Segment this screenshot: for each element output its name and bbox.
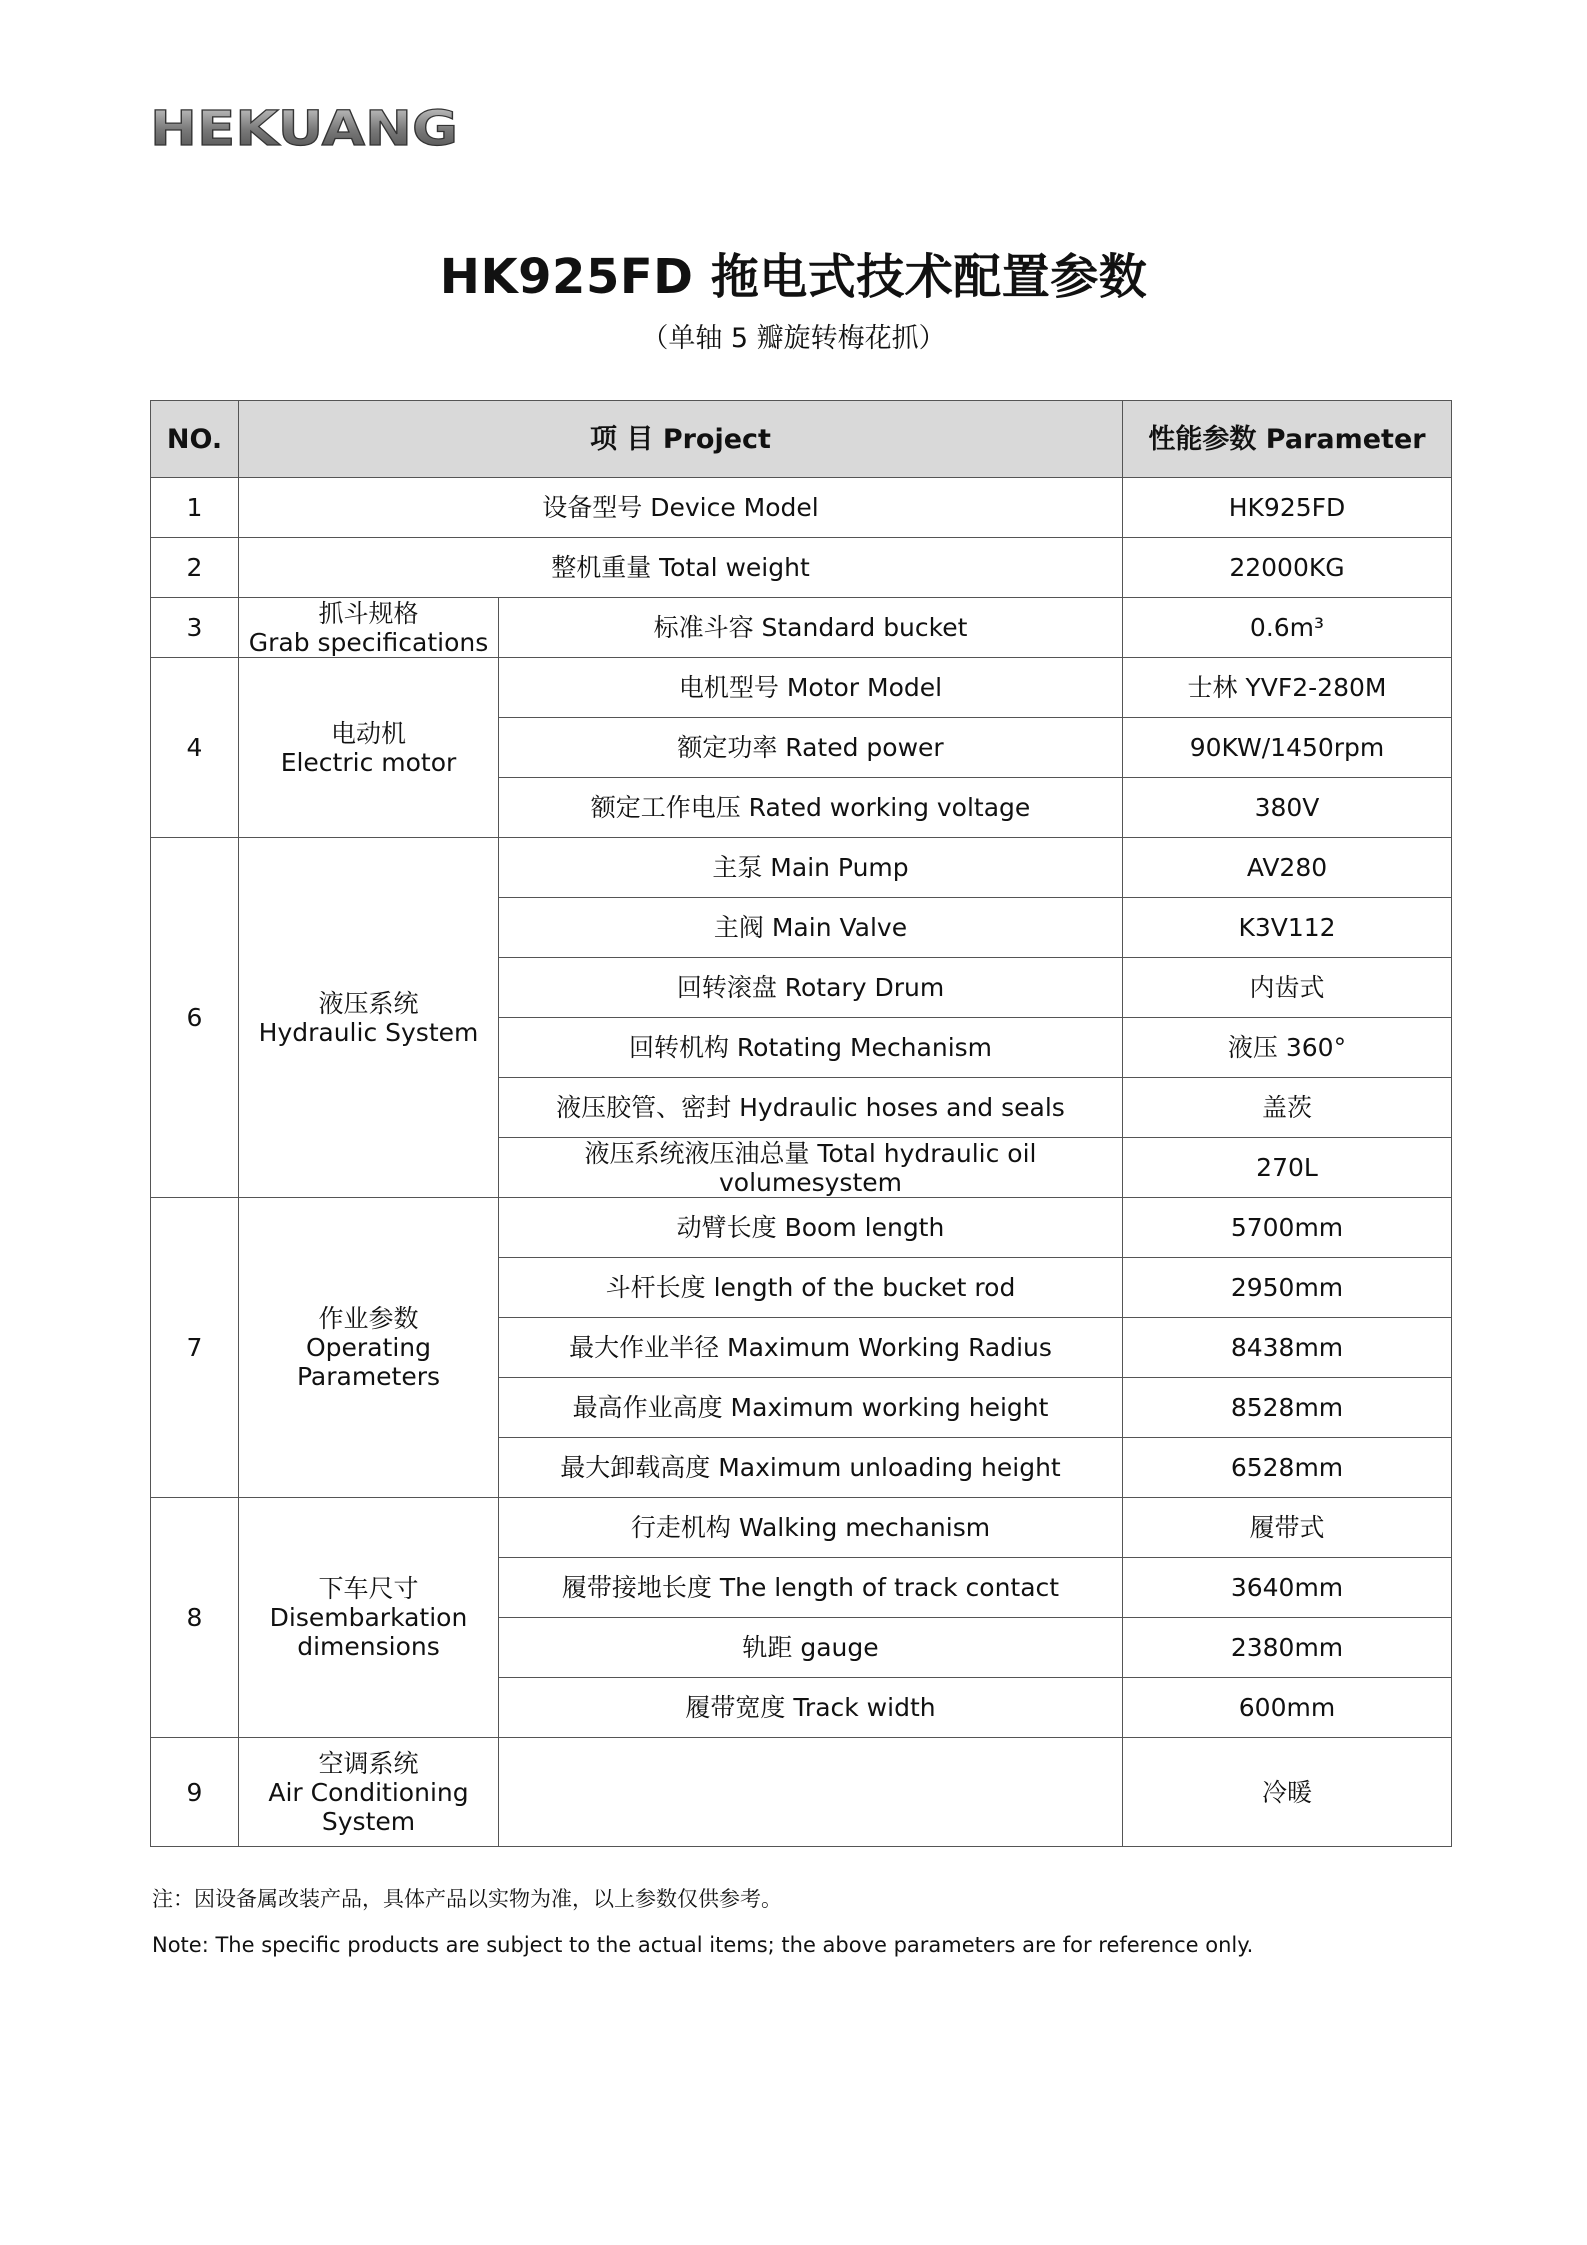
spec-table [150, 400, 1452, 1847]
row-number: 3 [151, 598, 239, 658]
svg-text:HEKUANG: HEKUANG [150, 104, 458, 152]
table-row [151, 598, 1452, 658]
row-value: 270L [1123, 1138, 1452, 1198]
table-row [151, 1738, 1452, 1847]
row-value: 2380mm [1123, 1618, 1452, 1678]
row-item: 最高作业高度 Maximum working height [499, 1378, 1123, 1438]
row-item: 斗杆长度 length of the bucket rod [499, 1258, 1123, 1318]
table-row [151, 1498, 1452, 1558]
row-item: 履带宽度 Track width [499, 1678, 1123, 1738]
row-value: 6528mm [1123, 1438, 1452, 1498]
row-value: 0.6m³ [1123, 598, 1452, 658]
hekuang-logo [150, 104, 460, 152]
row-item: 液压系统液压油总量 Total hydraulic oil volumesystem [499, 1138, 1123, 1198]
row-value: 2950mm [1123, 1258, 1452, 1318]
row-number: 8 [151, 1498, 239, 1738]
row-category: 电动机 Electric motor [239, 658, 499, 838]
row-item: 主阀 Main Valve [499, 898, 1123, 958]
row-value: 士林 YVF2-280M [1123, 658, 1452, 718]
row-item [499, 1738, 1123, 1847]
row-value: AV280 [1123, 838, 1452, 898]
row-item: 电机型号 Motor Model [499, 658, 1123, 718]
row-item: 轨距 gauge [499, 1618, 1123, 1678]
header-no: NO. [151, 401, 239, 478]
notes [152, 1884, 1253, 1976]
row-item: 主泵 Main Pump [499, 838, 1123, 898]
row-category: 抓斗规格 Grab specifications [239, 598, 499, 658]
table-row [151, 478, 1452, 538]
row-category: 作业参数 Operating Parameters [239, 1198, 499, 1498]
row-number: 7 [151, 1198, 239, 1498]
row-number: 2 [151, 538, 239, 598]
document-title: HK925FD 拖电式技术配置参数 [439, 249, 1148, 305]
row-item: 额定功率 Rated power [499, 718, 1123, 778]
table-row [151, 838, 1452, 898]
row-item: 动臂长度 Boom length [499, 1198, 1123, 1258]
note-cn: 注：因设备属改装产品，具体产品以实物为准，以上参数仅供参考。 [152, 1887, 782, 1911]
row-value: 5700mm [1123, 1198, 1452, 1258]
row-item: 液压胶管、密封 Hydraulic hoses and seals [499, 1078, 1123, 1138]
row-value: 冷暖 [1123, 1738, 1452, 1847]
table-row [151, 538, 1452, 598]
row-item: 履带接地长度 The length of track contact [499, 1558, 1123, 1618]
row-category: 空调系统 Air Conditioning System [239, 1738, 499, 1847]
row-value: 22000KG [1123, 538, 1452, 598]
row-item: 回转机构 Rotating Mechanism [499, 1018, 1123, 1078]
table-row [151, 658, 1452, 718]
row-number: 1 [151, 478, 239, 538]
row-value: HK925FD [1123, 478, 1452, 538]
row-item: 回转滚盘 Rotary Drum [499, 958, 1123, 1018]
row-item: 标准斗容 Standard bucket [499, 598, 1123, 658]
note-en: Note: The specific products are subject to the actual items; the above parameters are for reference only. [152, 1933, 1254, 1957]
row-item: 额定工作电压 Rated working voltage [499, 778, 1123, 838]
row-number: 9 [151, 1738, 239, 1847]
row-number: 6 [151, 838, 239, 1198]
row-category: 下车尺寸 Disembarkation dimensions [239, 1498, 499, 1738]
row-value: 液压 360° [1123, 1018, 1452, 1078]
row-value: 8528mm [1123, 1378, 1452, 1438]
table-header-row [151, 401, 1452, 478]
row-item: 行走机构 Walking mechanism [499, 1498, 1123, 1558]
row-value: 600mm [1123, 1678, 1452, 1738]
row-value: 90KW/1450rpm [1123, 718, 1452, 778]
row-item: 设备型号 Device Model [239, 478, 1123, 538]
row-value: 3640mm [1123, 1558, 1452, 1618]
row-value: 内齿式 [1123, 958, 1452, 1018]
row-number: 4 [151, 658, 239, 838]
row-category: 液压系统 Hydraulic System [239, 838, 499, 1198]
row-item: 最大作业半径 Maximum Working Radius [499, 1318, 1123, 1378]
header-parameter: 性能参数 Parameter [1123, 401, 1452, 478]
row-value: 履带式 [1123, 1498, 1452, 1558]
row-value: 盖茨 [1123, 1078, 1452, 1138]
row-value: 8438mm [1123, 1318, 1452, 1378]
header-project: 项 目 Project [239, 401, 1123, 478]
table-row [151, 1198, 1452, 1258]
row-item: 最大卸载高度 Maximum unloading height [499, 1438, 1123, 1498]
row-value: 380V [1123, 778, 1452, 838]
brand-logo [150, 104, 460, 152]
row-item: 整机重量 Total weight [239, 538, 1123, 598]
document-subtitle: （单轴 5 瓣旋转梅花抓） [641, 323, 946, 354]
row-value: K3V112 [1123, 898, 1452, 958]
